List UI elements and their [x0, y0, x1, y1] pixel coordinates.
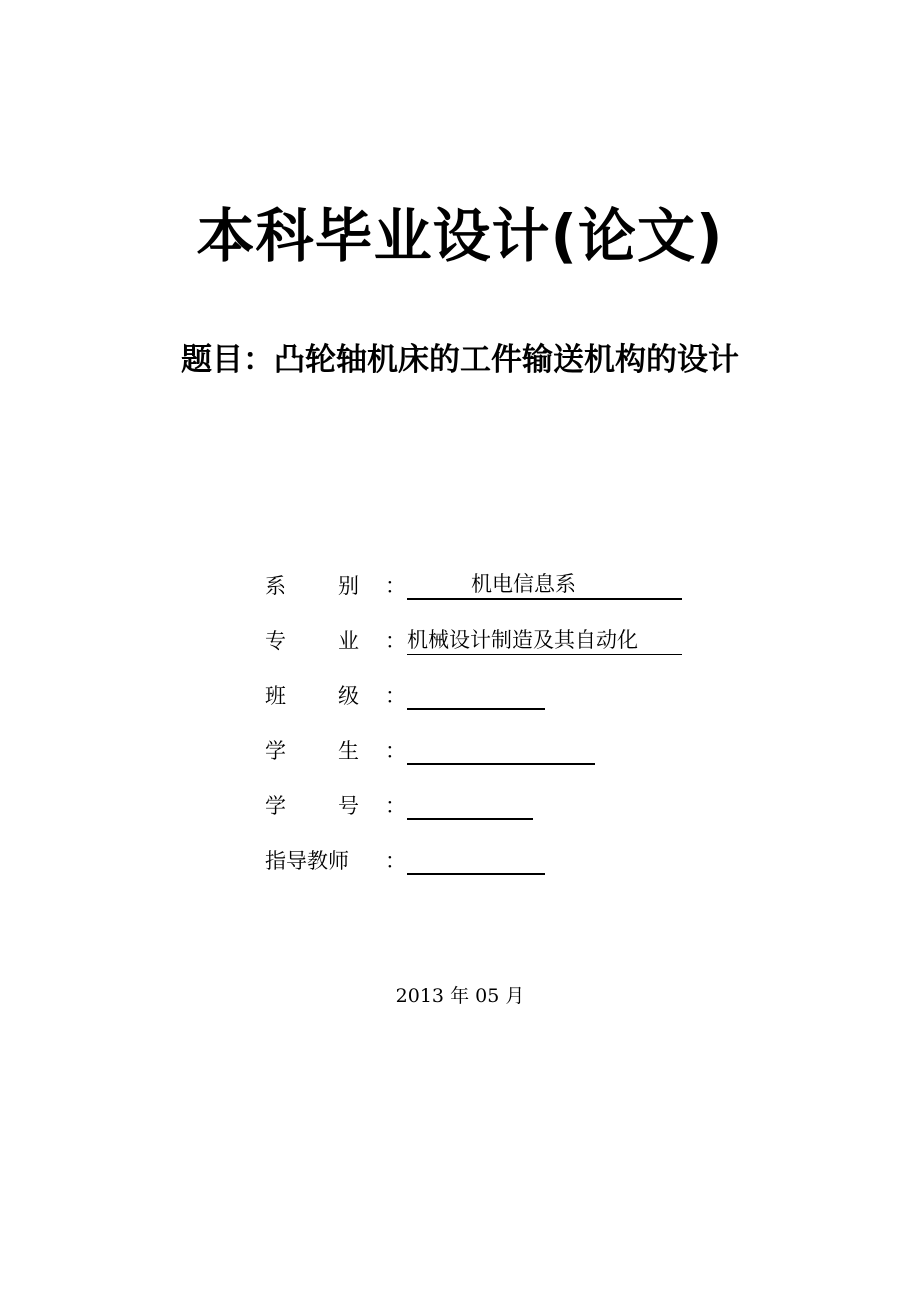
class-colon: ：	[385, 684, 406, 708]
info-row-class	[265, 676, 545, 710]
major-value: 机械设计制造及其自动化	[407, 626, 682, 655]
department-label-char1: 系	[265, 574, 286, 598]
student-id-value	[407, 790, 533, 820]
student-id-colon: ：	[385, 794, 406, 818]
class-label-char1: 班	[265, 684, 286, 708]
advisor-value	[407, 845, 545, 875]
student-id-label-char1: 学	[265, 794, 286, 818]
class-value	[407, 680, 545, 710]
info-row-department	[265, 566, 682, 600]
major-label-char1: 专	[265, 629, 286, 653]
submission-date: 2013 年 05 月	[395, 985, 525, 1007]
info-row-student	[265, 731, 595, 765]
department-value: 机电信息系	[407, 570, 682, 600]
advisor-label	[265, 847, 385, 875]
info-row-major	[265, 621, 682, 655]
department-colon: ：	[385, 574, 406, 598]
info-row-advisor	[265, 841, 545, 875]
department-label-char2: 别	[338, 574, 359, 598]
student-id-label	[265, 792, 385, 820]
major-label-char2: 业	[338, 629, 359, 653]
department-label	[265, 572, 385, 600]
student-id-label-char2: 号	[338, 794, 359, 818]
advisor-colon: ：	[385, 849, 406, 873]
main-title: 本科毕业设计(论文)	[196, 202, 724, 270]
student-colon: ：	[385, 739, 406, 763]
student-label-char1: 学	[265, 739, 286, 763]
advisor-label-text: 指导教师	[265, 849, 349, 873]
thesis-subtitle: 题目：凸轮轴机床的工件输送机构的设计	[181, 342, 739, 378]
student-label-char2: 生	[338, 739, 359, 763]
student-label	[265, 737, 385, 765]
info-row-student-id	[265, 786, 533, 820]
major-colon: ：	[385, 629, 406, 653]
major-label	[265, 627, 385, 655]
class-label-char2: 级	[338, 684, 359, 708]
student-value	[407, 735, 595, 765]
class-label	[265, 682, 385, 710]
